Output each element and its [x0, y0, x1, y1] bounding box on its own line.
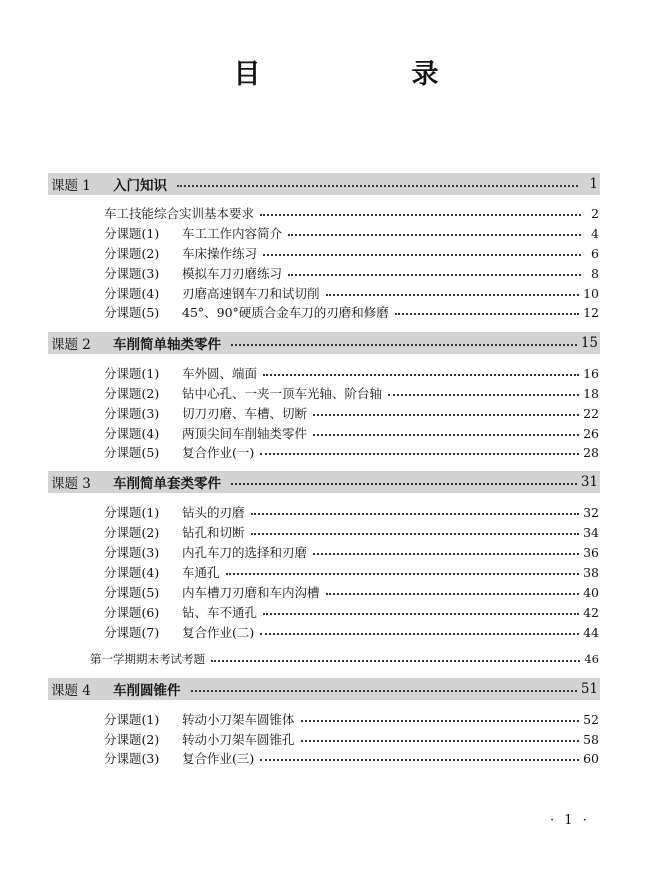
dot-leader [260, 453, 579, 455]
page-number: 31 [580, 474, 598, 490]
toc-entry[interactable] [104, 748, 599, 768]
entry-label: 分课题(3) [104, 266, 160, 281]
chapter-2-heading[interactable] [48, 332, 600, 354]
page-number: 51 [580, 681, 598, 697]
dot-leader [260, 214, 581, 216]
toc-entry[interactable] [104, 403, 599, 423]
page-number: 12 [583, 304, 599, 320]
entry-label: 分课题(2) [104, 732, 160, 747]
chapter-title: 入门知识 [113, 178, 167, 194]
dot-leader [301, 720, 580, 722]
toc-entry[interactable] [104, 243, 599, 263]
entry-label: 分课题(1) [104, 712, 160, 727]
page-number: 42 [583, 604, 599, 620]
page-number: 52 [583, 711, 599, 727]
toc-entry[interactable] [104, 302, 599, 322]
toc-entry[interactable] [104, 542, 599, 562]
chapter-title: 车削简单轴类零件 [113, 337, 221, 353]
entry-title: 车工技能综合实训基本要求 [104, 206, 255, 221]
page-footer-number: · 1 · [550, 813, 590, 828]
dot-leader [251, 533, 580, 535]
dot-leader [251, 513, 580, 515]
toc-entry[interactable] [104, 562, 599, 582]
entry-label: 分课题(4) [104, 286, 160, 301]
entry-label: 分课题(6) [104, 605, 160, 620]
dot-leader [177, 185, 578, 187]
entry-title: 车通孔 [182, 565, 220, 580]
chapter-number: 课题 2 [51, 337, 91, 353]
page-number: 38 [583, 564, 599, 580]
chapter-number: 课题 1 [51, 178, 91, 194]
entry-title: 钻、车不通孔 [182, 605, 258, 620]
toc-entry[interactable] [104, 223, 599, 243]
dot-leader [313, 414, 579, 416]
toc-entry[interactable] [104, 729, 599, 749]
entry-title: 车工工作内容简介 [182, 226, 283, 241]
entry-label: 分课题(3) [104, 545, 160, 560]
toc-entry[interactable] [104, 263, 599, 283]
dot-leader [263, 374, 579, 376]
page-number: 60 [583, 750, 599, 766]
dot-leader [313, 553, 579, 555]
page-number: 22 [583, 405, 599, 421]
entry-title: 车床操作练习 [182, 246, 258, 261]
dot-leader [211, 660, 580, 662]
entry-label: 分课题(3) [104, 406, 160, 421]
entry-title: 第一学期期末考试考题 [90, 652, 205, 666]
toc-entry-exam[interactable] [90, 649, 599, 669]
toc-entry[interactable] [104, 442, 599, 462]
entry-label: 分课题(7) [104, 625, 160, 640]
entry-title: 内车槽刀刃磨和车内沟槽 [182, 585, 320, 600]
chapter-number: 课题 3 [51, 476, 91, 492]
dot-leader [263, 613, 579, 615]
page-number: 16 [583, 365, 599, 381]
toc-entry[interactable] [104, 709, 599, 729]
entry-label: 分课题(2) [104, 246, 160, 261]
dot-leader [260, 633, 579, 635]
toc-entry[interactable] [104, 383, 599, 403]
page-number: 36 [583, 544, 599, 560]
entry-title: 内孔车刀的选择和刃磨 [182, 545, 308, 560]
entry-label: 分课题(5) [104, 445, 160, 460]
entry-title: 转动小刀架车圆锥体 [182, 712, 295, 727]
page-number: 18 [583, 385, 599, 401]
toc-entry[interactable] [104, 622, 599, 642]
toc-entry[interactable] [104, 423, 599, 443]
toc-entry[interactable] [104, 602, 599, 622]
toc-entry[interactable] [104, 283, 599, 303]
page-number: 40 [583, 584, 599, 600]
entry-title: 转动小刀架车圆锥孔 [182, 732, 295, 747]
chapter-title: 车削简单套类零件 [113, 476, 221, 492]
entry-label: 分课题(2) [104, 525, 160, 540]
entry-label: 分课题(1) [104, 226, 160, 241]
entry-title: 车外圆、端面 [182, 366, 258, 381]
dot-leader [231, 483, 577, 485]
entry-label: 分课题(4) [104, 565, 160, 580]
entry-title: 钻中心孔、一夹一顶车光轴、阶台轴 [182, 386, 383, 401]
page-number: 28 [583, 444, 599, 460]
chapter-1-heading[interactable] [48, 173, 600, 195]
entry-title: 复合作业(二) [182, 625, 255, 640]
page-number: 4 [591, 225, 599, 241]
dot-leader [388, 394, 579, 396]
entry-title: 钻孔和切断 [182, 525, 245, 540]
dot-leader [226, 573, 580, 575]
chapter-title: 车削圆锥件 [113, 683, 181, 699]
page-number: 26 [583, 425, 599, 441]
entry-title: 钻头的刃磨 [182, 505, 245, 520]
entry-title: 复合作业(一) [182, 445, 255, 460]
page-number: 46 [584, 652, 599, 666]
dot-leader [231, 344, 577, 346]
page-number: 8 [591, 265, 599, 281]
entry-title: 45°、90°硬质合金车刀的刃磨和修磨 [182, 305, 389, 320]
dot-leader [313, 434, 579, 436]
page-number: 32 [583, 504, 599, 520]
page-number: 15 [580, 335, 598, 351]
dot-leader [326, 294, 580, 296]
entry-label: 分课题(5) [104, 585, 160, 600]
dot-leader [395, 313, 579, 315]
entry-label: 分课题(5) [104, 305, 160, 320]
entry-title: 模拟车刀刃磨练习 [182, 266, 283, 281]
dot-leader [191, 690, 577, 692]
entry-title: 两顶尖间车削轴类零件 [182, 426, 308, 441]
toc-entry[interactable] [104, 502, 599, 522]
page-title: 目 录 [233, 59, 501, 90]
page-number: 44 [583, 624, 599, 640]
toc-entry[interactable] [104, 363, 599, 383]
entry-label: 分课题(3) [104, 751, 160, 766]
page-number: 6 [591, 245, 599, 261]
toc-entry[interactable] [104, 203, 599, 223]
chapter-number: 课题 4 [51, 683, 91, 699]
chapter-3-heading[interactable] [48, 471, 600, 493]
entry-label: 分课题(2) [104, 386, 160, 401]
entry-label: 分课题(4) [104, 426, 160, 441]
page-number: 1 [589, 176, 598, 192]
entry-title: 切刀刃磨、车槽、切断 [182, 406, 308, 421]
page-number: 34 [583, 524, 599, 540]
dot-leader [288, 234, 581, 236]
entry-title: 复合作业(三) [182, 751, 255, 766]
dot-leader [301, 740, 580, 742]
page-number: 2 [591, 205, 599, 221]
entry-label: 分课题(1) [104, 366, 160, 381]
toc-entry[interactable] [104, 522, 599, 542]
entry-label: 分课题(1) [104, 505, 160, 520]
page-number: 10 [583, 285, 599, 301]
dot-leader [326, 593, 580, 595]
page-number: 58 [583, 731, 599, 747]
dot-leader [260, 759, 579, 761]
toc-entry[interactable] [104, 582, 599, 602]
chapter-4-heading[interactable] [48, 678, 600, 700]
entry-title: 刃磨高速钢车刀和试切削 [182, 286, 320, 301]
dot-leader [288, 274, 581, 276]
dot-leader [263, 254, 581, 256]
